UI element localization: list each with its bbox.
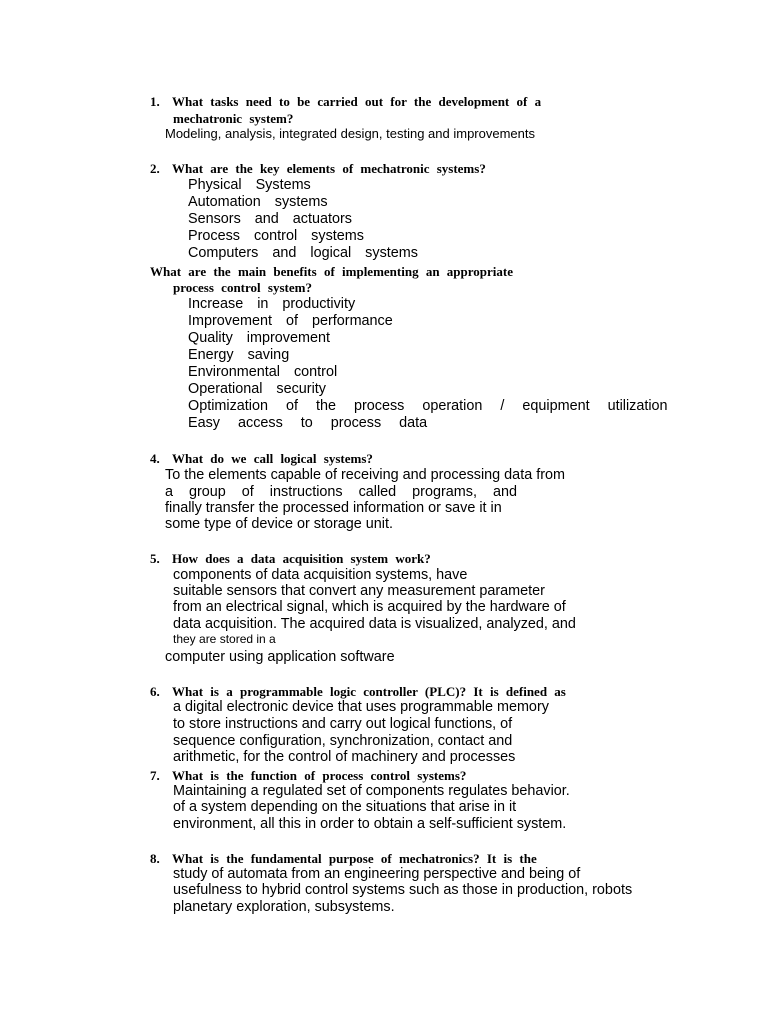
answer-3-line-3: Quality improvement (188, 330, 330, 346)
answer-6-line-2: to store instructions and carry out logical functions, of (173, 716, 513, 732)
answer-2-line-3: Sensors and actuators (188, 211, 352, 227)
answer-7-line-3: environment, all this in order to obtain a self-sufficient system. (173, 816, 567, 832)
question-7-line-1: What is the function of process control systems? (172, 768, 467, 783)
answer-3-line-1: Increase in productivity (188, 296, 356, 312)
question-4-number: 4. (150, 451, 160, 466)
question-5-line-1: How does a data acquisition system work? (172, 551, 431, 566)
answer-3-line-7: Optimization of the process operation / equipment utilization (188, 398, 668, 414)
answer-2-line-4: Process control systems (188, 228, 364, 244)
answer-3-line-4: Energy saving (188, 347, 290, 363)
answer-5-line-5: they are stored in a (173, 632, 276, 646)
answer-4-line-4: some type of device or storage unit. (165, 516, 393, 532)
question-1-number: 1. (150, 94, 160, 109)
answer-3-line-2: Improvement of performance (188, 313, 393, 329)
question-3-line-2: process control system? (173, 280, 312, 295)
question-8-number: 8. (150, 851, 160, 866)
answer-2-line-1: Physical Systems (188, 177, 311, 193)
answer-3-line-5: Environmental control (188, 364, 338, 380)
answer-5-line-1: components of data acquisition systems, have (173, 567, 468, 583)
question-3-line-1: What are the main benefits of implementing an appropriate (150, 264, 514, 279)
answer-3-line-6: Operational security (188, 381, 326, 397)
answer-7-line-1: Maintaining a regulated set of components regulates behavior. (173, 783, 570, 799)
question-8-line-1: What is the fundamental purpose of mechatronics? It is the (172, 851, 537, 866)
answer-6-line-4: arithmetic, for the control of machinery and processes (173, 749, 516, 765)
answer-7-line-2: of a system depending on the situations that arise in it (173, 799, 517, 815)
question-6-line-1: What is a programmable logic controller (PLC)? It is defined as (172, 684, 566, 699)
question-6-number: 6. (150, 684, 160, 699)
answer-5-line-3: from an electrical signal, which is acquired by the hardware of (173, 599, 566, 615)
answer-5-line-6: computer using application software (165, 649, 395, 665)
answer-3-line-8: Easy access to process data (188, 415, 428, 431)
answer-8-line-1: study of automata from an engineering perspective and being of (173, 866, 581, 882)
answer-8-line-3: planetary exploration, subsystems. (173, 899, 395, 915)
question-5-number: 5. (150, 551, 160, 566)
answer-8-line-2: usefulness to hybrid control systems such as those in production, robots (173, 882, 633, 898)
question-1-line-1: What tasks need to be carried out for the development of a (172, 94, 542, 109)
answer-4-line-3: finally transfer the processed information or save it in (165, 500, 502, 516)
answer-2-line-2: Automation systems (188, 194, 328, 210)
answer-4-line-2: a group of instructions called programs, and (165, 484, 517, 500)
question-7-number: 7. (150, 768, 160, 783)
answer-2-line-5: Computers and logical systems (188, 245, 418, 261)
answer-5-line-4: data acquisition. The acquired data is visualized, analyzed, and (173, 616, 576, 632)
question-1-line-2: mechatronic system? (173, 111, 294, 126)
answer-6-line-3: sequence configuration, synchronization, contact and (173, 733, 513, 749)
question-4-line-1: What do we call logical systems? (172, 451, 373, 466)
question-2-line-1: What are the key elements of mechatronic systems? (172, 161, 486, 176)
answer-6-line-1: a digital electronic device that uses programmable memory (173, 699, 549, 715)
answer-1-line-1: Modeling, analysis, integrated design, testing and improvements (165, 126, 535, 141)
answer-4-line-1: To the elements capable of receiving and processing data from (165, 467, 565, 483)
answer-5-line-2: suitable sensors that convert any measurement parameter (173, 583, 545, 599)
question-2-number: 2. (150, 161, 160, 176)
